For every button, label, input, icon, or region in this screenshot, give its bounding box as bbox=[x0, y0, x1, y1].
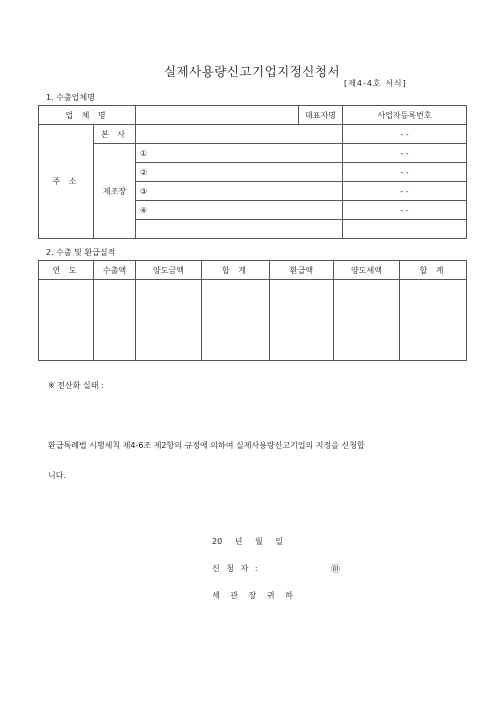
factory-3-reg-number[interactable]: - - bbox=[343, 182, 467, 201]
head-office-reg-number[interactable]: - - bbox=[343, 125, 467, 144]
applicant-label: 신 청 자 : bbox=[212, 564, 260, 573]
factory-row-3[interactable]: ③ bbox=[136, 182, 343, 201]
business-reg-label: 사업자등록번호 bbox=[343, 106, 467, 125]
seal-mark: ㊞ bbox=[331, 565, 341, 575]
col-transfer-tax: 양도세액 bbox=[334, 261, 400, 280]
factory-2-reg-number[interactable]: - - bbox=[343, 163, 467, 182]
factory-blank-row[interactable] bbox=[136, 220, 343, 239]
document-title: 실제사용량신고기업지정신청서 bbox=[163, 64, 341, 79]
addressee: 세 관 장 귀 하 bbox=[212, 591, 293, 600]
section1-heading: 1. 수출업체명 bbox=[46, 93, 95, 102]
cell-refund-amount[interactable] bbox=[270, 280, 334, 361]
cell-year[interactable] bbox=[39, 280, 94, 361]
exporter-table bbox=[38, 105, 467, 239]
cell-total-2[interactable] bbox=[400, 280, 467, 361]
export-refund-table bbox=[38, 260, 467, 361]
col-export-amount: 수출액 bbox=[94, 261, 136, 280]
head-office-address[interactable] bbox=[136, 125, 343, 144]
cell-transfer-amount[interactable] bbox=[136, 280, 202, 361]
representative-label: 대표자명 bbox=[299, 106, 343, 125]
computerization-note: ※ 전산화 실태 : bbox=[48, 381, 104, 390]
company-name-value[interactable] bbox=[136, 106, 299, 125]
factory-row-2[interactable]: ② bbox=[136, 163, 343, 182]
factory-4-reg-number[interactable]: - - bbox=[343, 201, 467, 220]
form-code: [제4-4호 서식] bbox=[344, 79, 407, 88]
cell-transfer-tax[interactable] bbox=[334, 280, 400, 361]
col-total-2: 합 계 bbox=[400, 261, 467, 280]
col-total-1: 합 계 bbox=[202, 261, 270, 280]
factory-1-reg-number[interactable]: - - bbox=[343, 144, 467, 163]
section2-heading: 2. 수출 및 환급실적 bbox=[46, 248, 116, 257]
col-year: 연 도 bbox=[39, 261, 94, 280]
cell-total-1[interactable] bbox=[202, 280, 270, 361]
factory-blank-reg[interactable] bbox=[343, 220, 467, 239]
application-statement: 환급특례법 시행세칙 제4-6조 제2항의 규정에 의하여 실제사용량신고기업의 지정을 신청합 bbox=[48, 441, 365, 450]
company-name-label: 업 체 명 bbox=[39, 106, 136, 125]
head-office-label: 본 사 bbox=[94, 125, 136, 144]
address-label: 주 소 bbox=[39, 125, 94, 239]
cell-export-amount[interactable] bbox=[94, 280, 136, 361]
col-refund-amount: 환급액 bbox=[270, 261, 334, 280]
factory-label: 제조장 bbox=[94, 144, 136, 239]
date-line: 20 년 월 일 bbox=[212, 537, 283, 546]
col-transfer-amount: 양도금액 bbox=[136, 261, 202, 280]
factory-row-4[interactable]: ④ bbox=[136, 201, 343, 220]
factory-row-1[interactable]: ① bbox=[136, 144, 343, 163]
application-statement-end: 니다. bbox=[48, 471, 66, 480]
